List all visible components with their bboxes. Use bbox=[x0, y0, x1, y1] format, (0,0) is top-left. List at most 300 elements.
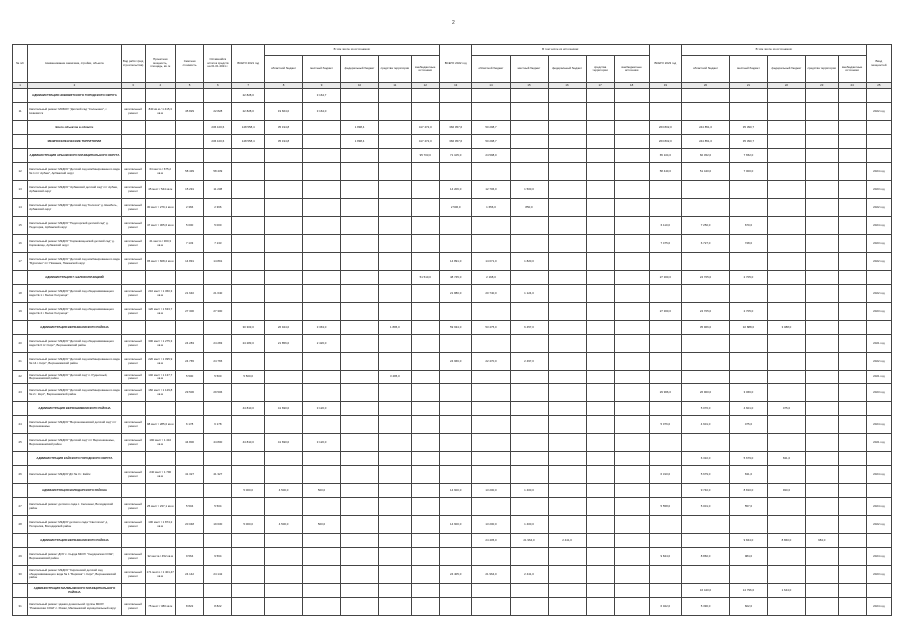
column-number: 11 bbox=[379, 83, 412, 89]
completion-year: 2022 год bbox=[866, 103, 891, 121]
section-amount: 236 100,6 bbox=[204, 121, 232, 135]
amount-cell: 41 690,0 bbox=[265, 434, 303, 452]
section-amount: 3 088,0 bbox=[767, 321, 805, 335]
section-amount bbox=[411, 584, 439, 598]
amount-cell bbox=[767, 548, 805, 566]
amount-cell: 500,0 bbox=[303, 516, 341, 534]
amount-cell bbox=[614, 598, 649, 616]
amount-cell bbox=[265, 548, 303, 566]
section-amount: 5 000,0 bbox=[232, 484, 265, 498]
section-amount bbox=[439, 534, 472, 548]
section-amount bbox=[379, 89, 412, 103]
amount-cell bbox=[548, 416, 586, 434]
amount-cell bbox=[838, 516, 866, 534]
section-amount bbox=[586, 584, 614, 598]
amount-cell bbox=[767, 434, 805, 452]
amount-cell bbox=[548, 253, 586, 271]
table-row bbox=[13, 598, 892, 616]
amount-cell: 14 600,0 bbox=[439, 516, 472, 534]
capacity: 45 мест / 544 кв.м bbox=[145, 181, 175, 199]
amount-cell bbox=[439, 384, 472, 402]
row-number bbox=[13, 149, 28, 163]
amount-cell: 4 601,0 bbox=[682, 416, 730, 434]
amount-cell bbox=[411, 253, 439, 271]
section-amount: 51 510,0 bbox=[411, 271, 439, 285]
row-number: 29 bbox=[13, 548, 28, 566]
column-number: 7 bbox=[232, 83, 265, 89]
header-cost: Сметная стоимость bbox=[175, 45, 203, 83]
remaining-balance: 11 238 bbox=[204, 181, 232, 199]
column-number: 22 bbox=[767, 83, 805, 89]
amount-cell: 51 440,0 bbox=[682, 163, 730, 181]
amount-cell bbox=[439, 548, 472, 566]
section-amount: 631,0 bbox=[767, 452, 805, 466]
amount-cell bbox=[586, 548, 614, 566]
amount-cell bbox=[838, 384, 866, 402]
section-amount bbox=[838, 452, 866, 466]
section-amount bbox=[805, 149, 838, 163]
capacity: 240 мест / 1 790 кв.м bbox=[145, 466, 175, 484]
estimated-cost: 9 564 bbox=[175, 548, 203, 566]
amount-cell bbox=[411, 498, 439, 516]
table-row bbox=[13, 466, 892, 484]
amount-cell bbox=[510, 466, 548, 484]
amount-cell bbox=[472, 217, 510, 235]
object-name: Капитальный ремонт МКДОУ детского сада "Светлячок" д. Погорелка, Володарский район bbox=[28, 516, 121, 534]
work-kind: капитальный ремонт bbox=[121, 303, 145, 321]
table-row bbox=[13, 217, 892, 235]
section-amount bbox=[379, 402, 412, 416]
amount-cell bbox=[411, 384, 439, 402]
section-amount bbox=[121, 135, 145, 149]
section-amount bbox=[614, 534, 649, 548]
remaining-balance: 24 283 bbox=[204, 335, 232, 353]
column-number: 12 bbox=[411, 83, 439, 89]
section-amount bbox=[145, 149, 175, 163]
table-row bbox=[13, 253, 892, 271]
amount-cell: 44 810,0 bbox=[232, 434, 265, 452]
amount-cell bbox=[265, 598, 303, 616]
section-amount bbox=[145, 271, 175, 285]
amount-cell bbox=[838, 253, 866, 271]
section-amount bbox=[439, 452, 472, 466]
amount-cell bbox=[379, 335, 412, 353]
amount-cell bbox=[379, 253, 412, 271]
section-name: АДМИНИСТРАЦИЯ НОВОВЯТСКОГО ГОРОДСКОГО ОКРУГА bbox=[28, 89, 121, 103]
amount-cell bbox=[379, 466, 412, 484]
section-amount bbox=[586, 121, 614, 135]
investment-table bbox=[12, 44, 892, 616]
section-amount bbox=[510, 149, 548, 163]
amount-cell bbox=[303, 253, 341, 271]
amount-cell bbox=[510, 498, 548, 516]
column-number: 6 bbox=[204, 83, 232, 89]
amount-cell bbox=[379, 434, 412, 452]
section-amount bbox=[510, 89, 548, 103]
section-amount: 22 828,0 bbox=[232, 89, 265, 103]
amount-cell bbox=[411, 434, 439, 452]
amount-cell bbox=[838, 199, 866, 217]
amount-cell bbox=[265, 199, 303, 217]
amount-cell bbox=[805, 416, 838, 434]
section-amount bbox=[510, 135, 548, 149]
section-amount bbox=[265, 452, 303, 466]
amount-cell: 7 000,0 bbox=[729, 163, 767, 181]
work-kind: капитальный ремонт bbox=[121, 516, 145, 534]
section-row bbox=[13, 584, 892, 598]
row-number: 20 bbox=[13, 335, 28, 353]
section-amount bbox=[838, 135, 866, 149]
section-row bbox=[13, 89, 892, 103]
section-amount bbox=[866, 135, 891, 149]
section-amount bbox=[121, 149, 145, 163]
amount-cell bbox=[232, 466, 265, 484]
row-number bbox=[13, 135, 28, 149]
row-number: 31 bbox=[13, 598, 28, 616]
section-amount: 8 810,0 bbox=[729, 484, 767, 498]
estimated-cost: 24 283 bbox=[175, 335, 203, 353]
object-name: Капитальный ремонт МКДОУ "Кирсинский детский сад общеразвивающего вида № 1 "Берёзка" г. Кирс", Верхнекамский район bbox=[28, 566, 121, 584]
amount-cell bbox=[232, 253, 265, 271]
section-amount bbox=[510, 271, 548, 285]
section-amount bbox=[548, 484, 586, 498]
section-amount bbox=[232, 271, 265, 285]
section-amount: 930,0 bbox=[767, 484, 805, 498]
amount-cell bbox=[682, 285, 730, 303]
section-amount bbox=[303, 121, 341, 135]
object-name: Капитальный ремонт детского сада с. Селезени, Володарский район bbox=[28, 498, 121, 516]
section-amount bbox=[341, 534, 379, 548]
section-amount bbox=[204, 584, 232, 598]
amount-cell: 2 497,0 bbox=[510, 353, 548, 371]
estimated-cost: 5 500 bbox=[175, 371, 203, 384]
amount-cell bbox=[411, 335, 439, 353]
amount-cell: 6 022,0 bbox=[649, 598, 682, 616]
section-amount bbox=[767, 271, 805, 285]
amount-cell bbox=[649, 335, 682, 353]
amount-cell bbox=[649, 181, 682, 199]
row-number: 16 bbox=[13, 235, 28, 253]
amount-cell bbox=[439, 235, 472, 253]
amount-cell bbox=[232, 163, 265, 181]
amount-cell: 58 440,0 bbox=[649, 163, 682, 181]
remaining-balance: 24 765 bbox=[204, 353, 232, 371]
completion-year: 2023 год bbox=[866, 384, 891, 402]
page-number: 2 bbox=[452, 20, 455, 26]
amount-cell bbox=[265, 253, 303, 271]
column-number: 16 bbox=[548, 83, 586, 89]
amount-cell bbox=[767, 103, 805, 121]
amount-cell bbox=[510, 163, 548, 181]
section-amount bbox=[303, 271, 341, 285]
section-amount bbox=[303, 584, 341, 598]
section-amount bbox=[411, 402, 439, 416]
section-amount bbox=[649, 484, 682, 498]
amount-cell bbox=[805, 199, 838, 217]
section-amount: 35 390,7 bbox=[729, 121, 767, 135]
amount-cell bbox=[510, 217, 548, 235]
amount-cell bbox=[303, 498, 341, 516]
section-amount bbox=[121, 271, 145, 285]
work-kind: капитальный ремонт bbox=[121, 371, 145, 384]
amount-cell bbox=[472, 548, 510, 566]
work-kind: капитальный ремонт bbox=[121, 566, 145, 584]
section-amount: 5 679,0 bbox=[729, 452, 767, 466]
amount-cell bbox=[838, 566, 866, 584]
section-amount bbox=[341, 149, 379, 163]
amount-cell bbox=[805, 434, 838, 452]
work-kind: капитальный ремонт bbox=[121, 498, 145, 516]
amount-cell bbox=[510, 548, 548, 566]
row-number: 23 bbox=[13, 384, 28, 402]
table-row bbox=[13, 353, 892, 371]
header-src-offbudget: внебюджетные источники bbox=[838, 56, 866, 83]
amount-cell: 1 400,0 bbox=[510, 516, 548, 534]
section-amount bbox=[411, 89, 439, 103]
section-amount bbox=[767, 121, 805, 135]
amount-cell bbox=[379, 498, 412, 516]
remaining-balance: 44 800 bbox=[204, 434, 232, 452]
row-number: 27 bbox=[13, 498, 28, 516]
object-name: Капитальный ремонт МКДОУ "Детский сад общеразвивающего вида № 4 г. Белая Холуница" bbox=[28, 303, 121, 321]
amount-cell bbox=[805, 384, 838, 402]
amount-cell: 21 880,0 bbox=[439, 285, 472, 303]
amount-cell bbox=[548, 498, 586, 516]
table-row bbox=[13, 103, 892, 121]
capacity: 160 мест / 1 129,8 кв.м bbox=[145, 384, 175, 402]
amount-cell bbox=[379, 235, 412, 253]
amount-cell bbox=[729, 335, 767, 353]
amount-cell bbox=[548, 163, 586, 181]
section-amount: 60 452,0 bbox=[682, 149, 730, 163]
section-amount bbox=[767, 149, 805, 163]
section-amount: 7 652,0 bbox=[729, 149, 767, 163]
amount-cell bbox=[614, 384, 649, 402]
section-amount bbox=[729, 89, 767, 103]
section-row bbox=[13, 484, 892, 498]
section-amount bbox=[265, 271, 303, 285]
investment-table-sheet bbox=[12, 44, 892, 616]
row-number bbox=[13, 89, 28, 103]
amount-cell bbox=[614, 466, 649, 484]
remaining-balance: 6 178 bbox=[204, 416, 232, 434]
amount-cell bbox=[548, 516, 586, 534]
capacity: 21 место / 300,3 кв.м bbox=[145, 235, 175, 253]
amount-cell bbox=[729, 371, 767, 384]
row-number: 17 bbox=[13, 253, 28, 271]
section-amount bbox=[614, 121, 649, 135]
section-name: Всего объектов в области bbox=[28, 121, 121, 135]
amount-cell bbox=[649, 103, 682, 121]
amount-cell bbox=[303, 371, 341, 384]
column-number: 1 bbox=[13, 83, 28, 89]
amount-cell: 6 727,0 bbox=[682, 235, 730, 253]
amount-cell: 2 506,0 bbox=[439, 199, 472, 217]
amount-cell bbox=[586, 384, 614, 402]
amount-cell bbox=[232, 181, 265, 199]
section-amount bbox=[145, 452, 175, 466]
remaining-balance: 19 630 bbox=[204, 516, 232, 534]
amount-cell bbox=[586, 285, 614, 303]
amount-cell bbox=[439, 371, 472, 384]
amount-cell bbox=[649, 516, 682, 534]
amount-cell: 3 066,0 bbox=[729, 384, 767, 402]
section-amount bbox=[175, 584, 203, 598]
work-kind: капитальный ремонт bbox=[121, 253, 145, 271]
amount-cell bbox=[265, 466, 303, 484]
section-amount: 24 705,0 bbox=[682, 271, 730, 285]
estimated-cost: 45 829 bbox=[175, 103, 203, 121]
section-name: АДМИНИСТРАЦИЯ ВОЛОДАРСКОГО РАЙОНА bbox=[28, 484, 121, 498]
amount-cell bbox=[303, 217, 341, 235]
section-amount bbox=[586, 271, 614, 285]
row-number: 21 bbox=[13, 353, 28, 371]
amount-cell bbox=[614, 548, 649, 566]
amount-cell bbox=[379, 384, 412, 402]
amount-cell bbox=[838, 371, 866, 384]
section-amount bbox=[379, 149, 412, 163]
amount-cell bbox=[729, 285, 767, 303]
amount-cell: 2 705,0 bbox=[729, 303, 767, 321]
amount-cell bbox=[767, 466, 805, 484]
completion-year: 2022 год bbox=[866, 353, 891, 371]
amount-cell bbox=[341, 598, 379, 616]
amount-cell: 4 500,0 bbox=[265, 516, 303, 534]
row-number: 12 bbox=[13, 163, 28, 181]
completion-year: 2024 год bbox=[866, 416, 891, 434]
completion-year: 2022 год bbox=[866, 516, 891, 534]
section-amount bbox=[649, 321, 682, 335]
capacity: 210 мест / 1 360,3 кв.м bbox=[145, 285, 175, 303]
amount-cell bbox=[341, 163, 379, 181]
section-amount: 1 898,4 bbox=[341, 135, 379, 149]
work-kind: капитальный ремонт bbox=[121, 103, 145, 121]
remaining-balance: 58 439 bbox=[204, 163, 232, 181]
amount-cell bbox=[232, 566, 265, 584]
amount-cell bbox=[411, 235, 439, 253]
amount-cell bbox=[411, 466, 439, 484]
row-number bbox=[13, 402, 28, 416]
section-amount bbox=[175, 321, 203, 335]
amount-cell: 670,0 bbox=[729, 217, 767, 235]
header-capacity: Проектная мощность, площадь, кв. м bbox=[145, 45, 175, 83]
amount-cell bbox=[614, 434, 649, 452]
amount-cell bbox=[586, 163, 614, 181]
work-kind: капитальный ремонт bbox=[121, 466, 145, 484]
section-amount: 366 057,6 bbox=[439, 121, 472, 135]
remaining-balance: 27 300 bbox=[204, 303, 232, 321]
section-amount: 236 100,6 bbox=[204, 135, 232, 149]
amount-cell bbox=[379, 303, 412, 321]
amount-cell bbox=[649, 199, 682, 217]
section-row bbox=[13, 534, 892, 548]
completion-year: 2021 год bbox=[866, 434, 891, 452]
amount-cell bbox=[729, 516, 767, 534]
section-amount bbox=[411, 321, 439, 335]
amount-cell bbox=[341, 516, 379, 534]
amount-cell bbox=[510, 371, 548, 384]
amount-cell: 5 076,0 bbox=[649, 416, 682, 434]
amount-cell bbox=[805, 371, 838, 384]
table-body bbox=[13, 89, 892, 616]
section-amount bbox=[586, 452, 614, 466]
amount-cell bbox=[614, 103, 649, 121]
amount-cell bbox=[341, 353, 379, 371]
amount-cell bbox=[411, 566, 439, 584]
amount-cell bbox=[232, 199, 265, 217]
section-amount bbox=[586, 135, 614, 149]
row-number: 26 bbox=[13, 466, 28, 484]
amount-cell bbox=[265, 371, 303, 384]
section-amount bbox=[303, 452, 341, 466]
estimated-cost: 44 800 bbox=[175, 434, 203, 452]
amount-cell bbox=[586, 516, 614, 534]
amount-cell bbox=[767, 235, 805, 253]
amount-cell bbox=[341, 103, 379, 121]
amount-cell bbox=[265, 285, 303, 303]
amount-cell bbox=[379, 181, 412, 199]
section-amount bbox=[265, 534, 303, 548]
row-number bbox=[13, 321, 28, 335]
work-kind: капитальный ремонт bbox=[121, 548, 145, 566]
amount-cell bbox=[614, 303, 649, 321]
section-amount bbox=[866, 321, 891, 335]
amount-cell bbox=[614, 285, 649, 303]
section-amount: 24 598,0 bbox=[472, 149, 510, 163]
work-kind: капитальный ремонт bbox=[121, 598, 145, 616]
amount-cell bbox=[232, 353, 265, 371]
section-amount bbox=[341, 89, 379, 103]
amount-cell bbox=[649, 353, 682, 371]
row-number bbox=[13, 484, 28, 498]
amount-cell bbox=[232, 384, 265, 402]
section-amount bbox=[866, 271, 891, 285]
section-name: АДМИНИСТРАЦИЯ ВЕРХНЕКАМСКОГО РАЙОНА bbox=[28, 534, 121, 548]
section-amount: 417 472,0 bbox=[411, 121, 439, 135]
section-amount bbox=[204, 534, 232, 548]
section-amount: 244 851,0 bbox=[682, 135, 730, 149]
row-number: 14 bbox=[13, 199, 28, 217]
amount-cell bbox=[439, 416, 472, 434]
remaining-balance: 5 504 bbox=[204, 498, 232, 516]
section-amount bbox=[586, 402, 614, 416]
object-name: Капитальный ремонт МКДОУ "Педогорский детский сад" д. Педогорка, Арбажский округ bbox=[28, 217, 121, 235]
amount-cell bbox=[614, 217, 649, 235]
amount-cell bbox=[303, 548, 341, 566]
amount-cell bbox=[548, 434, 586, 452]
completion-year: 2023 год bbox=[866, 566, 891, 584]
section-amount bbox=[866, 534, 891, 548]
section-amount bbox=[145, 534, 175, 548]
amount-cell bbox=[767, 163, 805, 181]
amount-cell bbox=[805, 335, 838, 353]
amount-cell bbox=[439, 303, 472, 321]
amount-cell bbox=[510, 335, 548, 353]
header-src-local: местный бюджет bbox=[729, 56, 767, 83]
amount-cell bbox=[614, 416, 649, 434]
completion-year: 2023 год bbox=[866, 303, 891, 321]
header-src-federal: федеральный бюджет bbox=[767, 56, 805, 83]
section-amount bbox=[614, 271, 649, 285]
estimated-cost: 7 133 bbox=[175, 235, 203, 253]
section-amount bbox=[341, 402, 379, 416]
section-amount: 263 802,0 bbox=[649, 135, 682, 149]
amount-cell bbox=[303, 181, 341, 199]
estimated-cost: 21 640 bbox=[175, 285, 203, 303]
amount-cell bbox=[586, 434, 614, 452]
completion-year: 2024 год bbox=[866, 548, 891, 566]
section-amount bbox=[838, 534, 866, 548]
